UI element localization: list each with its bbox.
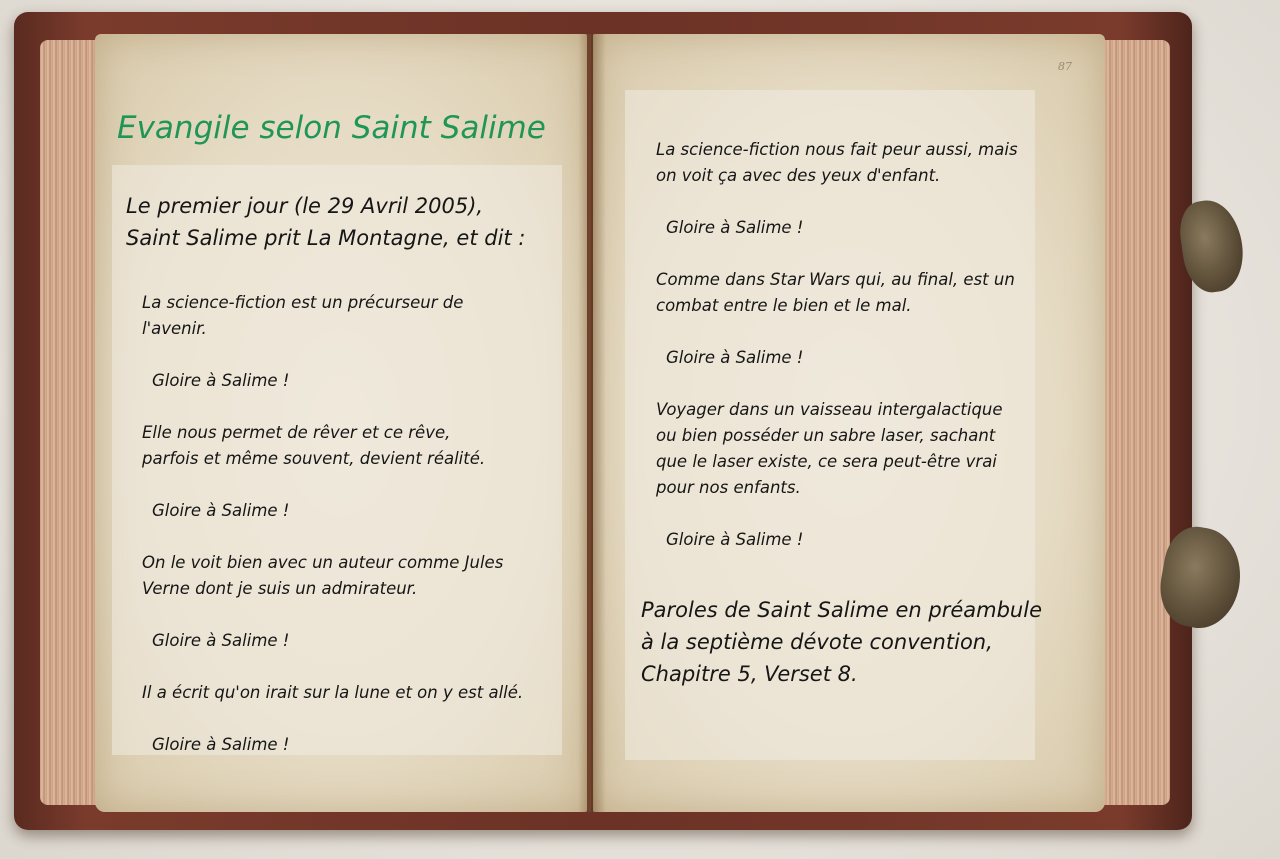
page-title: Evangile selon Saint Salime bbox=[117, 110, 546, 146]
page-number: 87 bbox=[1058, 60, 1072, 73]
verse-paragraph bbox=[142, 420, 582, 472]
refrain: Gloire à Salime ! bbox=[666, 348, 804, 367]
verse-line: Voyager dans un vaisseau intergalactique bbox=[656, 400, 1003, 419]
closing-line: à la septième dévote convention, bbox=[641, 630, 993, 654]
verse-line: l'avenir. bbox=[142, 319, 207, 338]
verse-line: que le laser existe, ce sera peut-être vrai bbox=[656, 452, 997, 471]
verse-paragraph bbox=[142, 550, 582, 602]
verse-line: La science-fiction nous fait peur aussi, mais bbox=[656, 140, 1018, 159]
verse-paragraph bbox=[142, 290, 582, 342]
verse-paragraph bbox=[656, 137, 1076, 189]
intro-line: Le premier jour (le 29 Avril 2005), bbox=[126, 194, 484, 218]
verse-line: Comme dans Star Wars qui, au final, est un bbox=[656, 270, 1015, 289]
verse-line: on voit ça avec des yeux d'enfant. bbox=[656, 166, 941, 185]
right-column bbox=[656, 137, 1076, 579]
closing-line: Chapitre 5, Verset 8. bbox=[641, 662, 858, 686]
verse-line: parfois et même souvent, devient réalité. bbox=[142, 449, 486, 468]
verse-line: On le voit bien avec un auteur comme Jules bbox=[142, 553, 504, 572]
verse-line: Verne dont je suis un admirateur. bbox=[142, 579, 418, 598]
intro-text bbox=[126, 190, 525, 254]
verse-line: Il a écrit qu'on irait sur la lune et on y est allé. bbox=[142, 683, 524, 702]
refrain: Gloire à Salime ! bbox=[152, 501, 290, 520]
book-gutter bbox=[578, 34, 606, 812]
intro-line: Saint Salime prit La Montagne, et dit : bbox=[126, 226, 526, 250]
closing-text bbox=[641, 594, 1042, 690]
left-column bbox=[142, 290, 582, 784]
refrain: Gloire à Salime ! bbox=[152, 735, 290, 754]
refrain: Gloire à Salime ! bbox=[152, 631, 290, 650]
refrain: Gloire à Salime ! bbox=[666, 530, 804, 549]
page-edges-right bbox=[1100, 40, 1170, 805]
verse-paragraph bbox=[656, 397, 1076, 501]
closing-line: Paroles de Saint Salime en préambule bbox=[641, 598, 1042, 622]
page-edges-left bbox=[40, 40, 102, 805]
verse-line: pour nos enfants. bbox=[656, 478, 801, 497]
verse-line: combat entre le bien et le mal. bbox=[656, 296, 912, 315]
verse-line: Elle nous permet de rêver et ce rêve, bbox=[142, 423, 451, 442]
refrain: Gloire à Salime ! bbox=[666, 218, 804, 237]
refrain: Gloire à Salime ! bbox=[152, 371, 290, 390]
verse-paragraph bbox=[142, 680, 582, 706]
verse-paragraph bbox=[656, 267, 1076, 319]
verse-line: La science-fiction est un précurseur de bbox=[142, 293, 464, 312]
verse-line: ou bien posséder un sabre laser, sachant bbox=[656, 426, 996, 445]
